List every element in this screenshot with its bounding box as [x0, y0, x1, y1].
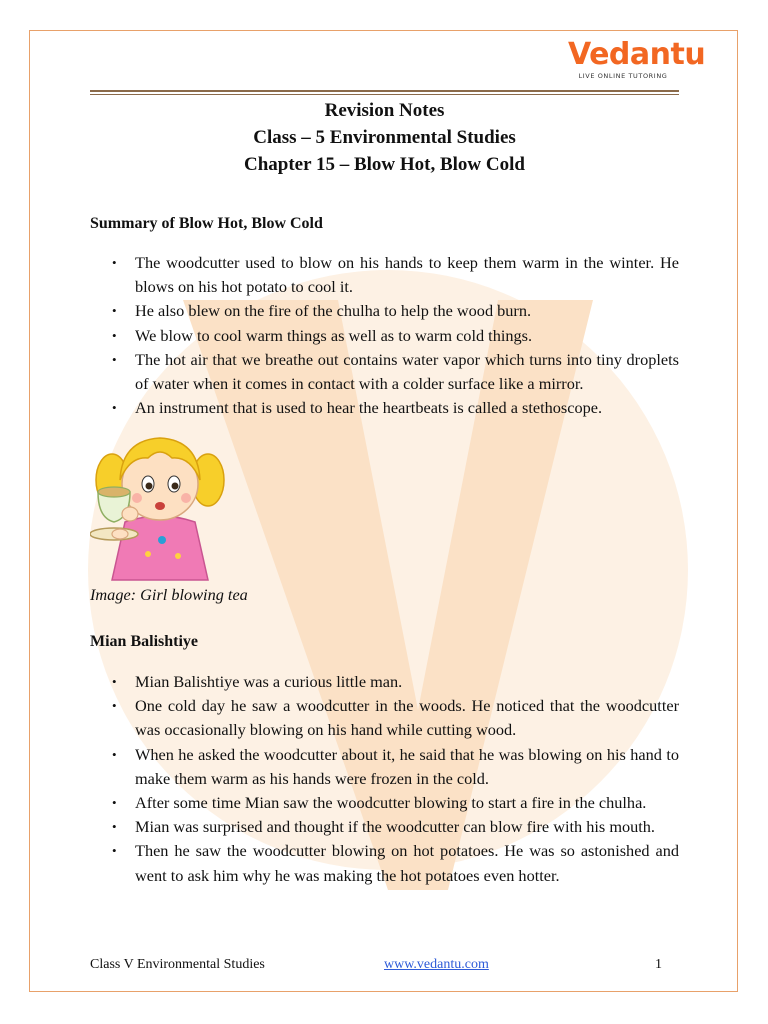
page-number: 1 — [655, 957, 662, 972]
title-revision-notes: Revision Notes — [324, 100, 445, 121]
mian-heading: Mian Balishtiye — [90, 633, 199, 650]
page-title — [90, 97, 679, 178]
list-item: • Then he saw the woodcutter blowing on hot potatoes. He was so astonished and went to ask him why he was making the hot potatoes even hotter. — [90, 839, 679, 887]
logo-tagline: LIVE ONLINE TUTORING — [578, 72, 668, 80]
list-item: • The hot air that we breathe out contains water vapor which turns into tiny droplets of water when it comes in contact with a colder surface like a mirror. — [90, 348, 679, 396]
vedantu-logo[interactable] — [568, 37, 706, 84]
header-rule-thin — [90, 94, 679, 95]
list-item: • Mian Balishtiye was a curious little man. — [90, 670, 679, 694]
summary-list — [90, 251, 679, 420]
summary-heading: Summary of Blow Hot, Blow Cold — [90, 215, 323, 232]
title-class: Class – 5 Environmental Studies — [253, 127, 516, 148]
list-item: • One cold day he saw a woodcutter in the woods. He noticed that the woodcutter was occasionally blowing on his hand while cutting wood. — [90, 694, 679, 742]
list-item: • An instrument that is used to hear the heartbeats is called a stethoscope. — [90, 396, 679, 420]
list-item: • The woodcutter used to blow on his hands to keep them warm in the winter. He blows on his hot potato to cool it. — [90, 251, 679, 299]
girl-blowing-tea-illustration — [90, 422, 226, 584]
list-item: • When he asked the woodcutter about it, he said that he was blowing on his hand to make them warm as his hands were frozen in the cold. — [90, 743, 679, 791]
image-caption: Image: Girl blowing tea — [90, 585, 248, 604]
header-rule-thick — [90, 90, 679, 92]
list-item: • After some time Mian saw the woodcutter blowing to start a fire in the chulha. — [90, 791, 679, 815]
list-item: • He also blew on the fire of the chulha to help the wood burn. — [90, 299, 679, 323]
logo-wordmark: Vedantu — [568, 37, 706, 72]
footer-website-link[interactable]: www.vedantu.com — [384, 957, 489, 972]
title-chapter: Chapter 15 – Blow Hot, Blow Cold — [244, 154, 525, 175]
list-item: • Mian was surprised and thought if the woodcutter can blow fire with his mouth. — [90, 815, 679, 839]
mian-list — [90, 670, 679, 888]
list-item: • We blow to cool warm things as well as to warm cold things. — [90, 324, 679, 348]
footer-course: Class V Environmental Studies — [90, 957, 265, 972]
